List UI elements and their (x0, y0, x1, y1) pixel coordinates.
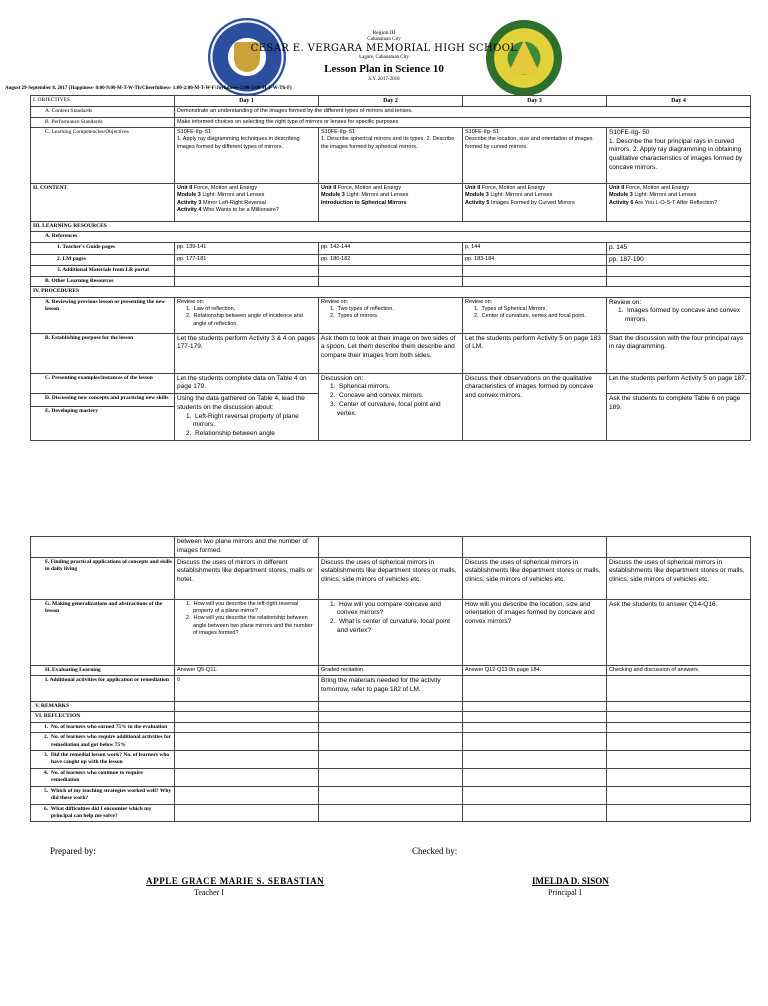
lm-day-4: pp. 187-190 (607, 254, 751, 266)
performance-standards-label: B. Performance Standards (31, 117, 175, 127)
content-day-3: Unit II Force, Motion and Energy Module 3 Light: Mirrors and Lenses Activity 5 Images Formed by Curved Mirrors (463, 183, 607, 221)
teacher-name: APPLE GRACE MARIE S. SEBASTIAN (146, 876, 325, 886)
region-text: Region III (372, 30, 396, 36)
discussing-day-1: Using the data gathered on Table 4, lead the students on the discussion about: 1. Left-Right reversal property of plane mirrors. 2. Relationship between angle (175, 394, 319, 441)
discussing-concepts-label: D. Discussing new concepts and practicing new skills (31, 394, 175, 407)
evaluating-label: H. Evaluating Learning (31, 665, 175, 675)
tg-day-2: pp. 142-144 (319, 242, 463, 254)
applications-day-3: Discuss the uses of spherical mirrors in establishments like department stores or malls, clinics, side mirrors of vehicles etc. (463, 557, 607, 599)
lm-day-1: pp. 177-181 (175, 254, 319, 266)
lesson-table-lower (30, 536, 751, 822)
references-label: A. References (31, 232, 751, 242)
examples-day-2: Discussion on: 1. Spherical mirrors. 2. Concave and convex mirrors. 3. Center of curvature, focal point and vertex. (319, 373, 463, 440)
schedule-text: August 29-September 8, 2017 (Happiness- 8:00-9:00-M-T-W-Th/Cheerfulness- 1:00-2:00-M-T-W-F/Joyfulness-2:00-3:00-M-T-W-Th-F) (5, 86, 292, 91)
reflection-item-1: 1. No. of learners who earned 75% in the evaluation (31, 722, 175, 732)
school-address: Lagare, Cabanatuan City (359, 55, 409, 60)
objectives-header: I. OBJECTIVES (31, 96, 175, 107)
remarks-header: V. REMARKS (31, 701, 175, 711)
content-standards-label: A. Content Standards (31, 107, 175, 117)
applications-day-4: Discuss the uses of spherical mirrors in establishments like department stores or malls, clinics, side mirrors of vehicles etc. (607, 557, 751, 599)
applications-day-2: Discuss the uses of spherical mirrors in establishments like department stores or malls, clinics, side mirrors of vehicles etc. (319, 557, 463, 599)
prepared-by-label: Prepared by: (50, 846, 96, 856)
evaluating-day-3: Answer Q12-Q13 0n page 184. (463, 665, 607, 675)
review-day-1: Review on: 1. Law of reflection. 2. Relationship between angle of incidence and angle of reflection. (175, 297, 319, 333)
evaluating-day-4: Checking and discussion of answers. (607, 665, 751, 675)
additional-day-1: 0 (175, 675, 319, 701)
additional-activities-label: I. Additional activities for application or remediation (31, 675, 175, 701)
page-title: Lesson Plan in Science 10 (324, 63, 444, 75)
day-3-header: Day 3 (463, 96, 607, 107)
teachers-guide-label: 1. Teacher's Guide pages (31, 242, 175, 254)
day-1-header: Day 1 (175, 96, 319, 107)
developing-mastery-label: E. Developing mastery (31, 406, 175, 440)
presenting-examples-label: C. Presenting examples/instances of the lesson (31, 373, 175, 394)
day-4-header: Day 4 (607, 96, 751, 107)
generalizations-label: G. Making generalizations and abstractions of the lesson (31, 599, 175, 665)
content-day-1: Unit II Force, Motion and Energy Module 3 Light: Mirrors and Lenses Activity 3 Mirror Left-Right Reversal Activity 4 Who Wants to be a Millionaire? (175, 183, 319, 221)
content-day-2: Unit II Force, Motion and Energy Module 3 Light: Mirrors and Lenses Introduction to Spherical Mirrors (319, 183, 463, 221)
competency-day-4: S10FE-IIg- 50 1. Describe the four principal rays in curved mirrors. 2. Apply ray diagramming in obtaining qualitative characteristics of images formed by concave mirrors. (607, 127, 751, 183)
teacher-role: Teacher I (194, 888, 224, 897)
review-day-4: Review on: 1. Images formed by concave and convex mirrors. (607, 297, 751, 333)
tg-day-3: p. 144 (463, 242, 607, 254)
reflection-item-3: 3. Did the remedial lesson work? No. of learners who have caught up with the lesson (31, 751, 175, 769)
city-text: Cabanatuan City (367, 37, 401, 42)
discussing-day-4: Ask the students to complete Table 6 on page 189. (607, 394, 751, 441)
learning-resources-header: III. LEARNING RESOURCES (31, 221, 751, 231)
generalizations-day-3: How will you describe the location, size and orientation of images formed by concave and convex mirrors? (463, 599, 607, 665)
competencies-label: C. Learning Competencies/Objectives (31, 127, 175, 183)
establishing-purpose-label: B. Establishing purpose for the lesson (31, 333, 175, 373)
practical-applications-label: F. Finding practical applications of concepts and skills in daily living (31, 557, 175, 599)
competency-day-1: S10FE-IIg- 51 1. Apply ray diagramming techniques in describing images formed by different types of mirrors. (175, 127, 319, 183)
content-standards-text: Demonstrate an understanding of the images formed by the different types of mirrors and lenses. (175, 107, 751, 117)
lm-day-3: pp. 183-184 (463, 254, 607, 266)
additional-materials-label: 3. Additional Materials from LR portal (31, 266, 175, 276)
principal-role: Principal I (548, 888, 582, 897)
reflection-item-4: 4. No. of learners who continue to require remediation (31, 768, 175, 786)
evaluating-day-1: Answer Q5-Q11. (175, 665, 319, 675)
content-day-4: Unit II Force, Motion and Energy Module 3 Light: Mirrors and Lenses Activity 6 Are You L-O-S-T After Reflection? (607, 183, 751, 221)
continued-day-1: between two plane mirrors and the number of images formed. (175, 537, 319, 558)
purpose-day-1: Let the students perform Activity 3 & 4 on pages 177-179. (175, 333, 319, 373)
purpose-day-2: Ask them to look at their image on two sides of a spoon. Let them describe them describe and compare their images from both sides. (319, 333, 463, 373)
generalizations-day-2: 1. How will you compare concave and convex mirrors? 2. What is center of curvature, focal point and vertex? (319, 599, 463, 665)
lm-pages-label: 2. LM pages (31, 254, 175, 266)
competency-day-3: S10FE-IIg- 51 Describe the location, size and orientation of images formed by curved mirrors. (463, 127, 607, 183)
reflection-item-6: 6. What difficulties did I encounter which my principal can help me solve? (31, 804, 175, 822)
checked-by-label: Checked by: (412, 846, 458, 856)
procedures-header: IV. PROCEDURES (31, 287, 751, 297)
other-resources-label: B. Other Learning Resources (31, 276, 175, 286)
purpose-day-3: Let the students perform Activity 5 on page 183 of LM. (463, 333, 607, 373)
school-year: S.Y. 2017-2018 (368, 77, 400, 82)
tg-day-4: p. 145 (607, 242, 751, 254)
content-header: II. CONTENT (31, 183, 175, 221)
generalizations-day-4: Ask the students to answer Q14-Q16. (607, 599, 751, 665)
examples-day-4: Let the students perform Activity 5 on page 187. (607, 373, 751, 394)
performance-standards-text: Make informed choices on selecting the right type of mirrors or lenses for specific purposes (175, 117, 751, 127)
principal-name: IMELDA D. SISON (532, 876, 609, 886)
purpose-day-4: Start the discussion with the four principal rays in ray diagramming. (607, 333, 751, 373)
competency-day-2: S10FE-IIg- 51 1. Describe spherical mirrors and its types. 2. Describe the images formed by spherical mirrors. (319, 127, 463, 183)
examples-day-3: Discuss their observations on the qualitative characteristics of images formed by concave and convex mirrors. (463, 373, 607, 440)
applications-day-1: Discuss the uses of mirrors in different establishments like department stores, malls or hotel. (175, 557, 319, 599)
review-day-2: Review on: 1. Two types of reflection. 2. Types of mirrors. (319, 297, 463, 333)
reflection-item-2: 2. No. of learners who require additional activities for remediation and got below 75% (31, 733, 175, 751)
generalizations-day-1: 1. How will you describe the left-right reversal property of a plane mirror? 2. How will you describe the relationship between angle between two plane mirrors and the number of images formed? (175, 599, 319, 665)
reflection-header: VI. REFLECTION (31, 712, 175, 722)
lm-day-2: pp. 180-182 (319, 254, 463, 266)
additional-day-2: Bring the materials needed for the activity tomorrow, refer to page 182 of LM. (319, 675, 463, 701)
lesson-table-upper (30, 95, 751, 441)
tg-day-1: pp. 139-141 (175, 242, 319, 254)
school-name: CESAR E. VERGARA MEMORIAL HIGH SCHOOL (250, 43, 518, 54)
examples-day-1: Let the students complete data on Table 4 on page 179. (175, 373, 319, 394)
evaluating-day-2: Graded recitation. (319, 665, 463, 675)
day-2-header: Day 2 (319, 96, 463, 107)
reviewing-label: A. Reviewing previous lesson or presenting the new lesson (31, 297, 175, 333)
review-day-3: Review on: 1. Types of Spherical Mirrors. 2. Center of curvature, vertex and focal point. (463, 297, 607, 333)
reflection-item-5: 5. Which of my teaching strategies worked well? Why did these work? (31, 786, 175, 804)
